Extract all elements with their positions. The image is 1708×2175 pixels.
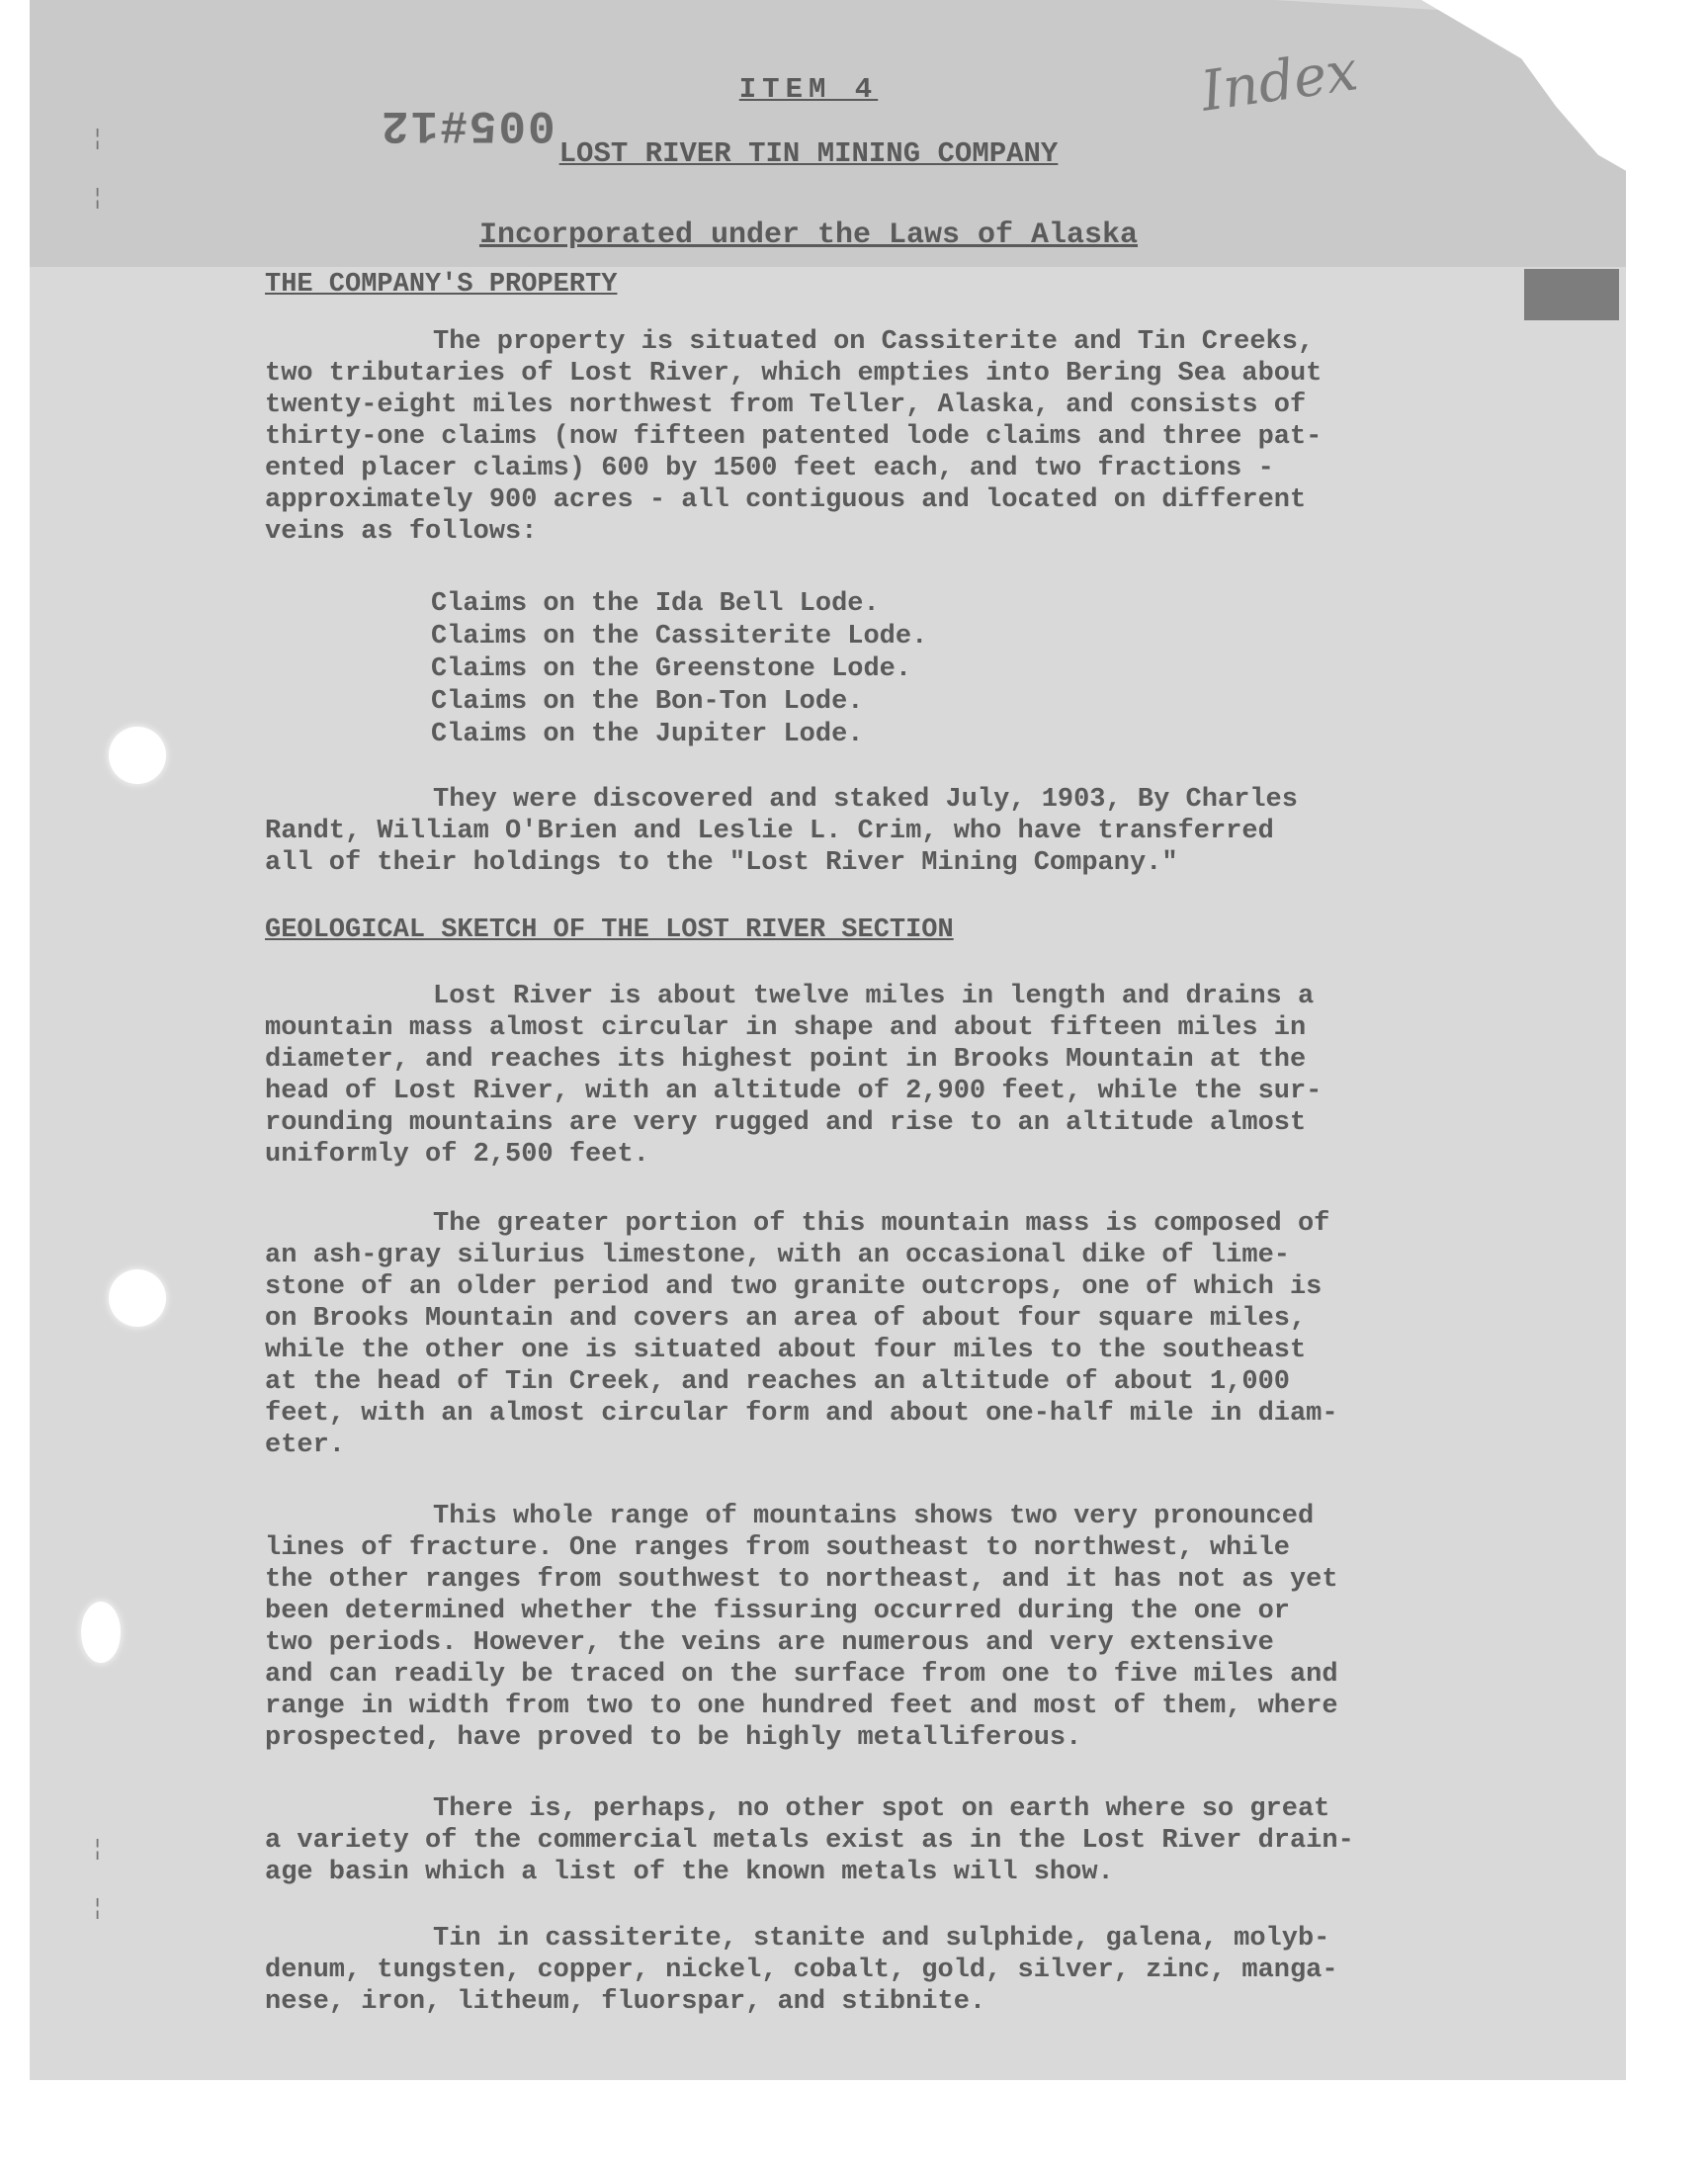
paragraph-property xyxy=(265,326,1392,548)
text-line: The property is situated on Cassiterite and Tin Creeks, xyxy=(433,327,1315,357)
claim-item: Claims on the Bon-Ton Lode. xyxy=(431,687,864,717)
text-line: The greater portion of this mountain mass is composed of xyxy=(433,1209,1330,1239)
text-line: all of their holdings to the "Lost River Mining Company." xyxy=(265,848,1178,878)
margin-mark: ¦ xyxy=(91,186,105,211)
margin-mark: ¦ xyxy=(91,127,105,151)
punch-hole-middle xyxy=(109,1269,166,1327)
text-line: twenty-eight miles northwest from Teller, Alaska, and consists of xyxy=(265,391,1307,420)
text-line: been determined whether the fissuring occurred during the one or xyxy=(265,1597,1290,1626)
text-line: two periods. However, the veins are numerous and very extensive xyxy=(265,1628,1274,1658)
text-line: mountain mass almost circular in shape and about fifteen miles in xyxy=(265,1013,1307,1043)
paragraph-lost-river xyxy=(265,981,1392,1171)
text-line: Tin in cassiterite, stanite and sulphide, galena, molyb- xyxy=(433,1924,1330,1954)
text-line: an ash-gray silurius limestone, with an occasional dike of lime- xyxy=(265,1241,1290,1270)
text-line: thirty-one claims (now fifteen patented lode claims and three pat- xyxy=(265,422,1323,452)
incorporation-line: Incorporated under the Laws of Alaska xyxy=(478,218,1139,252)
text-line: Randt, William O'Brien and Leslie L. Crim, who have transferred xyxy=(265,817,1274,846)
punch-hole-bottom xyxy=(81,1602,121,1663)
text-line: There is, perhaps, no other spot on earth where so great xyxy=(433,1794,1330,1824)
text-line: while the other one is situated about four miles to the southeast xyxy=(265,1336,1307,1365)
text-line: range in width from two to one hundred feet and most of them, where xyxy=(265,1692,1338,1721)
text-line: stone of an older period and two granite outcrops, one of which is xyxy=(265,1272,1323,1302)
text-line: and can readily be traced on the surface from one to five miles and xyxy=(265,1660,1338,1690)
paragraph-discovery xyxy=(265,784,1392,879)
paragraph-fracture xyxy=(265,1501,1392,1754)
text-line: nese, iron, litheum, fluorspar, and stibnite. xyxy=(265,1987,986,2017)
text-line: denum, tungsten, copper, nickel, cobalt, gold, silver, zinc, manga- xyxy=(265,1956,1338,1985)
claim-item: Claims on the Cassiterite Lode. xyxy=(431,622,928,652)
text-line: head of Lost River, with an altitude of 2,900 feet, while the sur- xyxy=(265,1077,1323,1106)
text-line: uniformly of 2,500 feet. xyxy=(265,1140,649,1170)
text-line: the other ranges from southwest to northeast, and it has not as yet xyxy=(265,1565,1338,1595)
text-line: ented placer claims) 600 by 1500 feet each, and two fractions - xyxy=(265,454,1274,483)
text-line: prospected, have proved to be highly metalliferous. xyxy=(265,1723,1082,1753)
section-heading-property: THE COMPANY'S PROPERTY xyxy=(265,270,618,300)
paragraph-metals-list xyxy=(265,1923,1392,2018)
text-line: a variety of the commercial metals exist as in the Lost River drain- xyxy=(265,1826,1354,1856)
text-line: rounding mountains are very rugged and rise to an altitude almost xyxy=(265,1108,1307,1138)
claim-item: Claims on the Greenstone Lode. xyxy=(431,654,912,684)
text-line: feet, with an almost circular form and about one-half mile in diam- xyxy=(265,1399,1338,1429)
text-line: This whole range of mountains shows two very pronounced xyxy=(433,1502,1315,1531)
text-line: age basin which a list of the known metals will show. xyxy=(265,1858,1114,1887)
claim-item: Claims on the Jupiter Lode. xyxy=(431,720,864,749)
section-heading-geology: GEOLOGICAL SKETCH OF THE LOST RIVER SECTION xyxy=(265,915,954,945)
text-line: They were discovered and staked July, 1903, By Charles xyxy=(433,785,1298,815)
text-line: eter. xyxy=(265,1431,346,1460)
item-heading: ITEM 4 xyxy=(738,73,879,106)
text-line: approximately 900 acres - all contiguous and located on different xyxy=(265,485,1307,515)
tab-marker xyxy=(1524,269,1619,320)
claim-item: Claims on the Ida Bell Lode. xyxy=(431,589,880,619)
text-line: Lost River is about twelve miles in length and drains a xyxy=(433,982,1315,1011)
text-line: lines of fracture. One ranges from southeast to northwest, while xyxy=(265,1533,1290,1563)
margin-mark: ¦ xyxy=(91,1837,105,1862)
text-line: diameter, and reaches its highest point in Brooks Mountain at the xyxy=(265,1045,1307,1075)
paragraph-mountain-mass xyxy=(265,1208,1392,1461)
text-line: on Brooks Mountain and covers an area of about four square miles, xyxy=(265,1304,1307,1334)
stamp-number: 005#12 xyxy=(380,99,555,150)
claims-list xyxy=(431,588,927,751)
text-line: two tributaries of Lost River, which empties into Bering Sea about xyxy=(265,359,1323,389)
punch-hole-top xyxy=(109,727,166,784)
handwritten-note: Index xyxy=(1197,39,1362,125)
company-title: LOST RIVER TIN MINING COMPANY xyxy=(558,137,1059,170)
text-line: veins as follows: xyxy=(265,517,538,547)
paragraph-metals-intro xyxy=(265,1793,1392,1888)
text-line: at the head of Tin Creek, and reaches an altitude of about 1,000 xyxy=(265,1367,1290,1397)
margin-mark: ¦ xyxy=(91,1896,105,1921)
